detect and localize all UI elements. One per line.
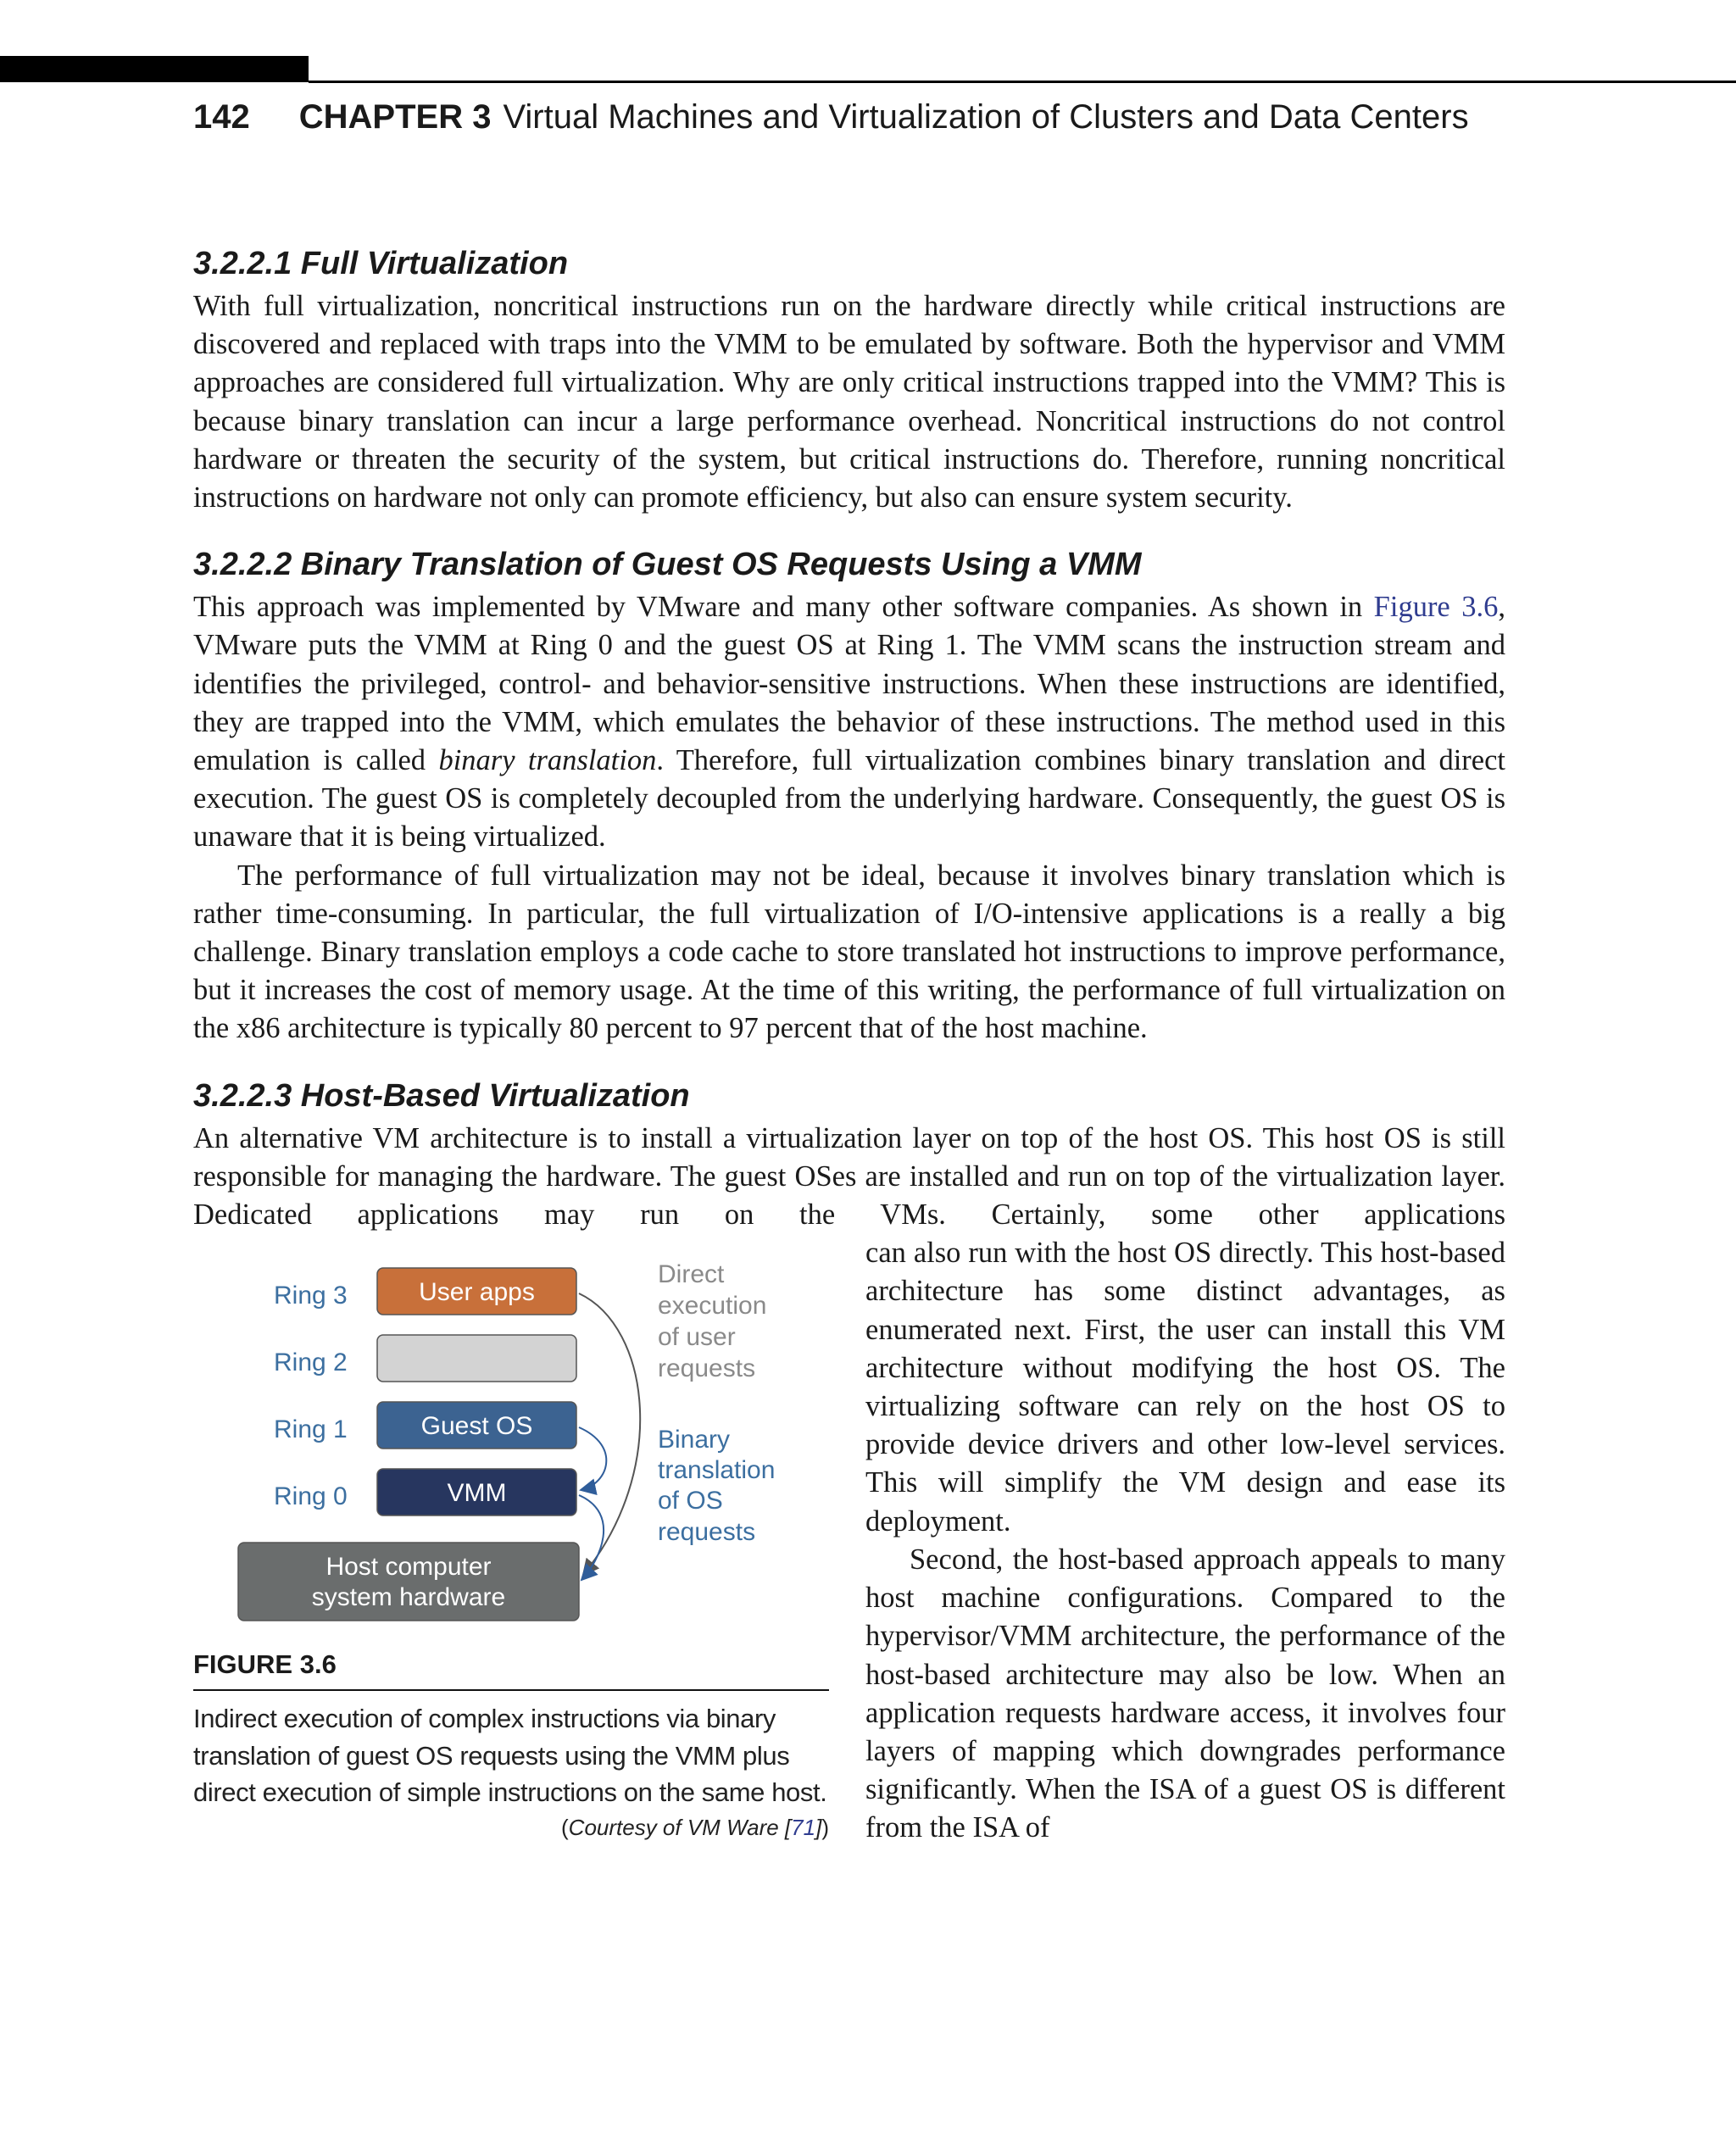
guest-to-vmm-arrow — [579, 1427, 606, 1490]
direct-execution-label: of user — [658, 1323, 736, 1352]
virtualization-diagram — [193, 1260, 829, 1632]
running-head — [193, 93, 1469, 141]
binary-translation-label: Binary — [658, 1426, 731, 1454]
text-with-figure — [193, 1120, 1505, 1879]
direct-execution-arrow — [579, 1293, 640, 1575]
direct-execution-label: Direct — [658, 1260, 725, 1289]
section-heading: 3.2.2.3 Host-Based Virtualization — [193, 1077, 690, 1114]
text-run: This approach was implemented by VMware and many other software companies. As shown in — [193, 591, 1363, 624]
header-rule — [309, 81, 1736, 83]
ring2-box — [377, 1335, 576, 1382]
ring-label: Ring 3 — [274, 1282, 348, 1310]
text-run: . Therefore, full virtualization combines binary translation and direct execution. The guest OS is completely decoupled from the underlying hardware. Consequently, the guest OS is unaware that it is being virtualized. — [193, 744, 1506, 854]
figure-caption: Indirect execution of complex instructions via binary translation of guest OS requests using the VMM plus direct execution of simple instructions on the same host. — [193, 1704, 827, 1808]
page-body — [193, 242, 1505, 1878]
figure-rule — [193, 1689, 829, 1691]
chapter-label: CHAPTER 3 — [298, 98, 492, 136]
vmm-label: VMM — [447, 1479, 507, 1508]
emphasis: binary translation — [438, 744, 657, 777]
ring-label: Ring 1 — [274, 1415, 348, 1444]
figure-label: FIGURE 3.6 — [193, 1649, 337, 1680]
page-number: 142 — [193, 98, 250, 136]
figure-3-6 — [193, 1234, 829, 1878]
direct-execution-label: requests — [658, 1354, 756, 1383]
ring-label: Ring 0 — [274, 1482, 348, 1511]
text-run: can also run with the host OS directly. This host-based architecture has some distinct advantages, as enumerated next. First, the user can install this VM architecture without modifying the host OS. The virtualizing software can rely on the host OS to provide device drivers and other low-level services. This will simplify the VM design and ease its deployment. — [865, 1237, 1505, 1538]
user-apps-label: User apps — [419, 1278, 535, 1307]
section-binary-translation — [193, 542, 1505, 1048]
reference-link[interactable]: 71 — [791, 1815, 816, 1841]
section-heading: 3.2.2.2 Binary Translation of Guest OS Requests Using a VMM — [193, 547, 1142, 583]
section-heading: 3.2.2.1 Full Virtualization — [193, 246, 569, 281]
vmm-to-host-arrow — [579, 1495, 604, 1580]
paragraph: The performance of full virtualization may not be ideal, because it involves binary translation which is rather time-consuming. In particular, the full virtualization of I/O-intensive applications is a really a big challenge. Binary translation employs a code cache to store translated hot instructions to improve performance, but it increases the cost of memory usage. At the time of this writing, the performance of full virtualization on the x86 architecture is typically 80 percent to 97 percent that of the host machine. — [193, 859, 1505, 1045]
chapter-title: Virtual Machines and Virtualization of Clusters and Data Centers — [503, 98, 1469, 136]
section-host-based — [193, 1074, 1505, 1879]
text-run: , VMware puts the VMM at Ring 0 and the guest OS at Ring 1. The VMM scans the instruction stream and identifies the privileged, control- and behavior-sensitive instructions. When these instructions are identified, they are trapped into the VMM, which emulates the behavior of these instructions. The method used in this emulation is called — [193, 591, 1505, 777]
section-full-virtualization — [193, 242, 1505, 517]
paragraph — [193, 1120, 1505, 1235]
direct-execution-label: execution — [658, 1292, 767, 1321]
host-label-line2: system hardware — [311, 1583, 506, 1612]
text-run: An alternative VM architecture is to install a virtualization layer on top of the host OS. This host OS is still responsible for managing the hardware. The guest OSes are installed and run on top of the virtualization layer. Dedicated applications may run on the VMs. Certainly, some other applications — [193, 1121, 1505, 1232]
header-bar — [0, 56, 309, 82]
figure-link[interactable]: Figure 3.6 — [1373, 591, 1499, 624]
paragraph: Second, the host-based approach appeals to many host machine configurations. Compared to the hypervisor/VMM architecture, the performance of the host-based architecture may also be low. When an application requests hardware access, it involves four layers of mapping which downgrades performance significantly. When the ISA of a guest OS is different from the ISA of — [865, 1543, 1505, 1844]
ring-label: Ring 2 — [274, 1349, 348, 1377]
paragraph: With full virtualization, noncritical instructions run on the hardware directly while critical instructions are discovered and replaced with traps into the VMM to be emulated by software. Both the hypervisor and VMM approaches are considered full virtualization. Why are only critical instructions trapped into the VMM? This is because binary translation can incur a large performance overhead. Noncritical instructions do not control hardware or threaten the security of the system, but critical instructions do. Therefore, running noncritical instructions on hardware not only can promote efficiency, but also can ensure system security. — [193, 290, 1505, 514]
binary-translation-label: of OS — [658, 1487, 723, 1515]
figure-credit: (Courtesy of VM Ware [71]) — [561, 1815, 829, 1841]
host-label-line1: Host computer — [326, 1553, 492, 1582]
paragraph — [193, 588, 1505, 856]
binary-translation-label: translation — [658, 1456, 776, 1485]
binary-translation-label: requests — [658, 1518, 756, 1547]
guest-os-label: Guest OS — [420, 1412, 533, 1441]
